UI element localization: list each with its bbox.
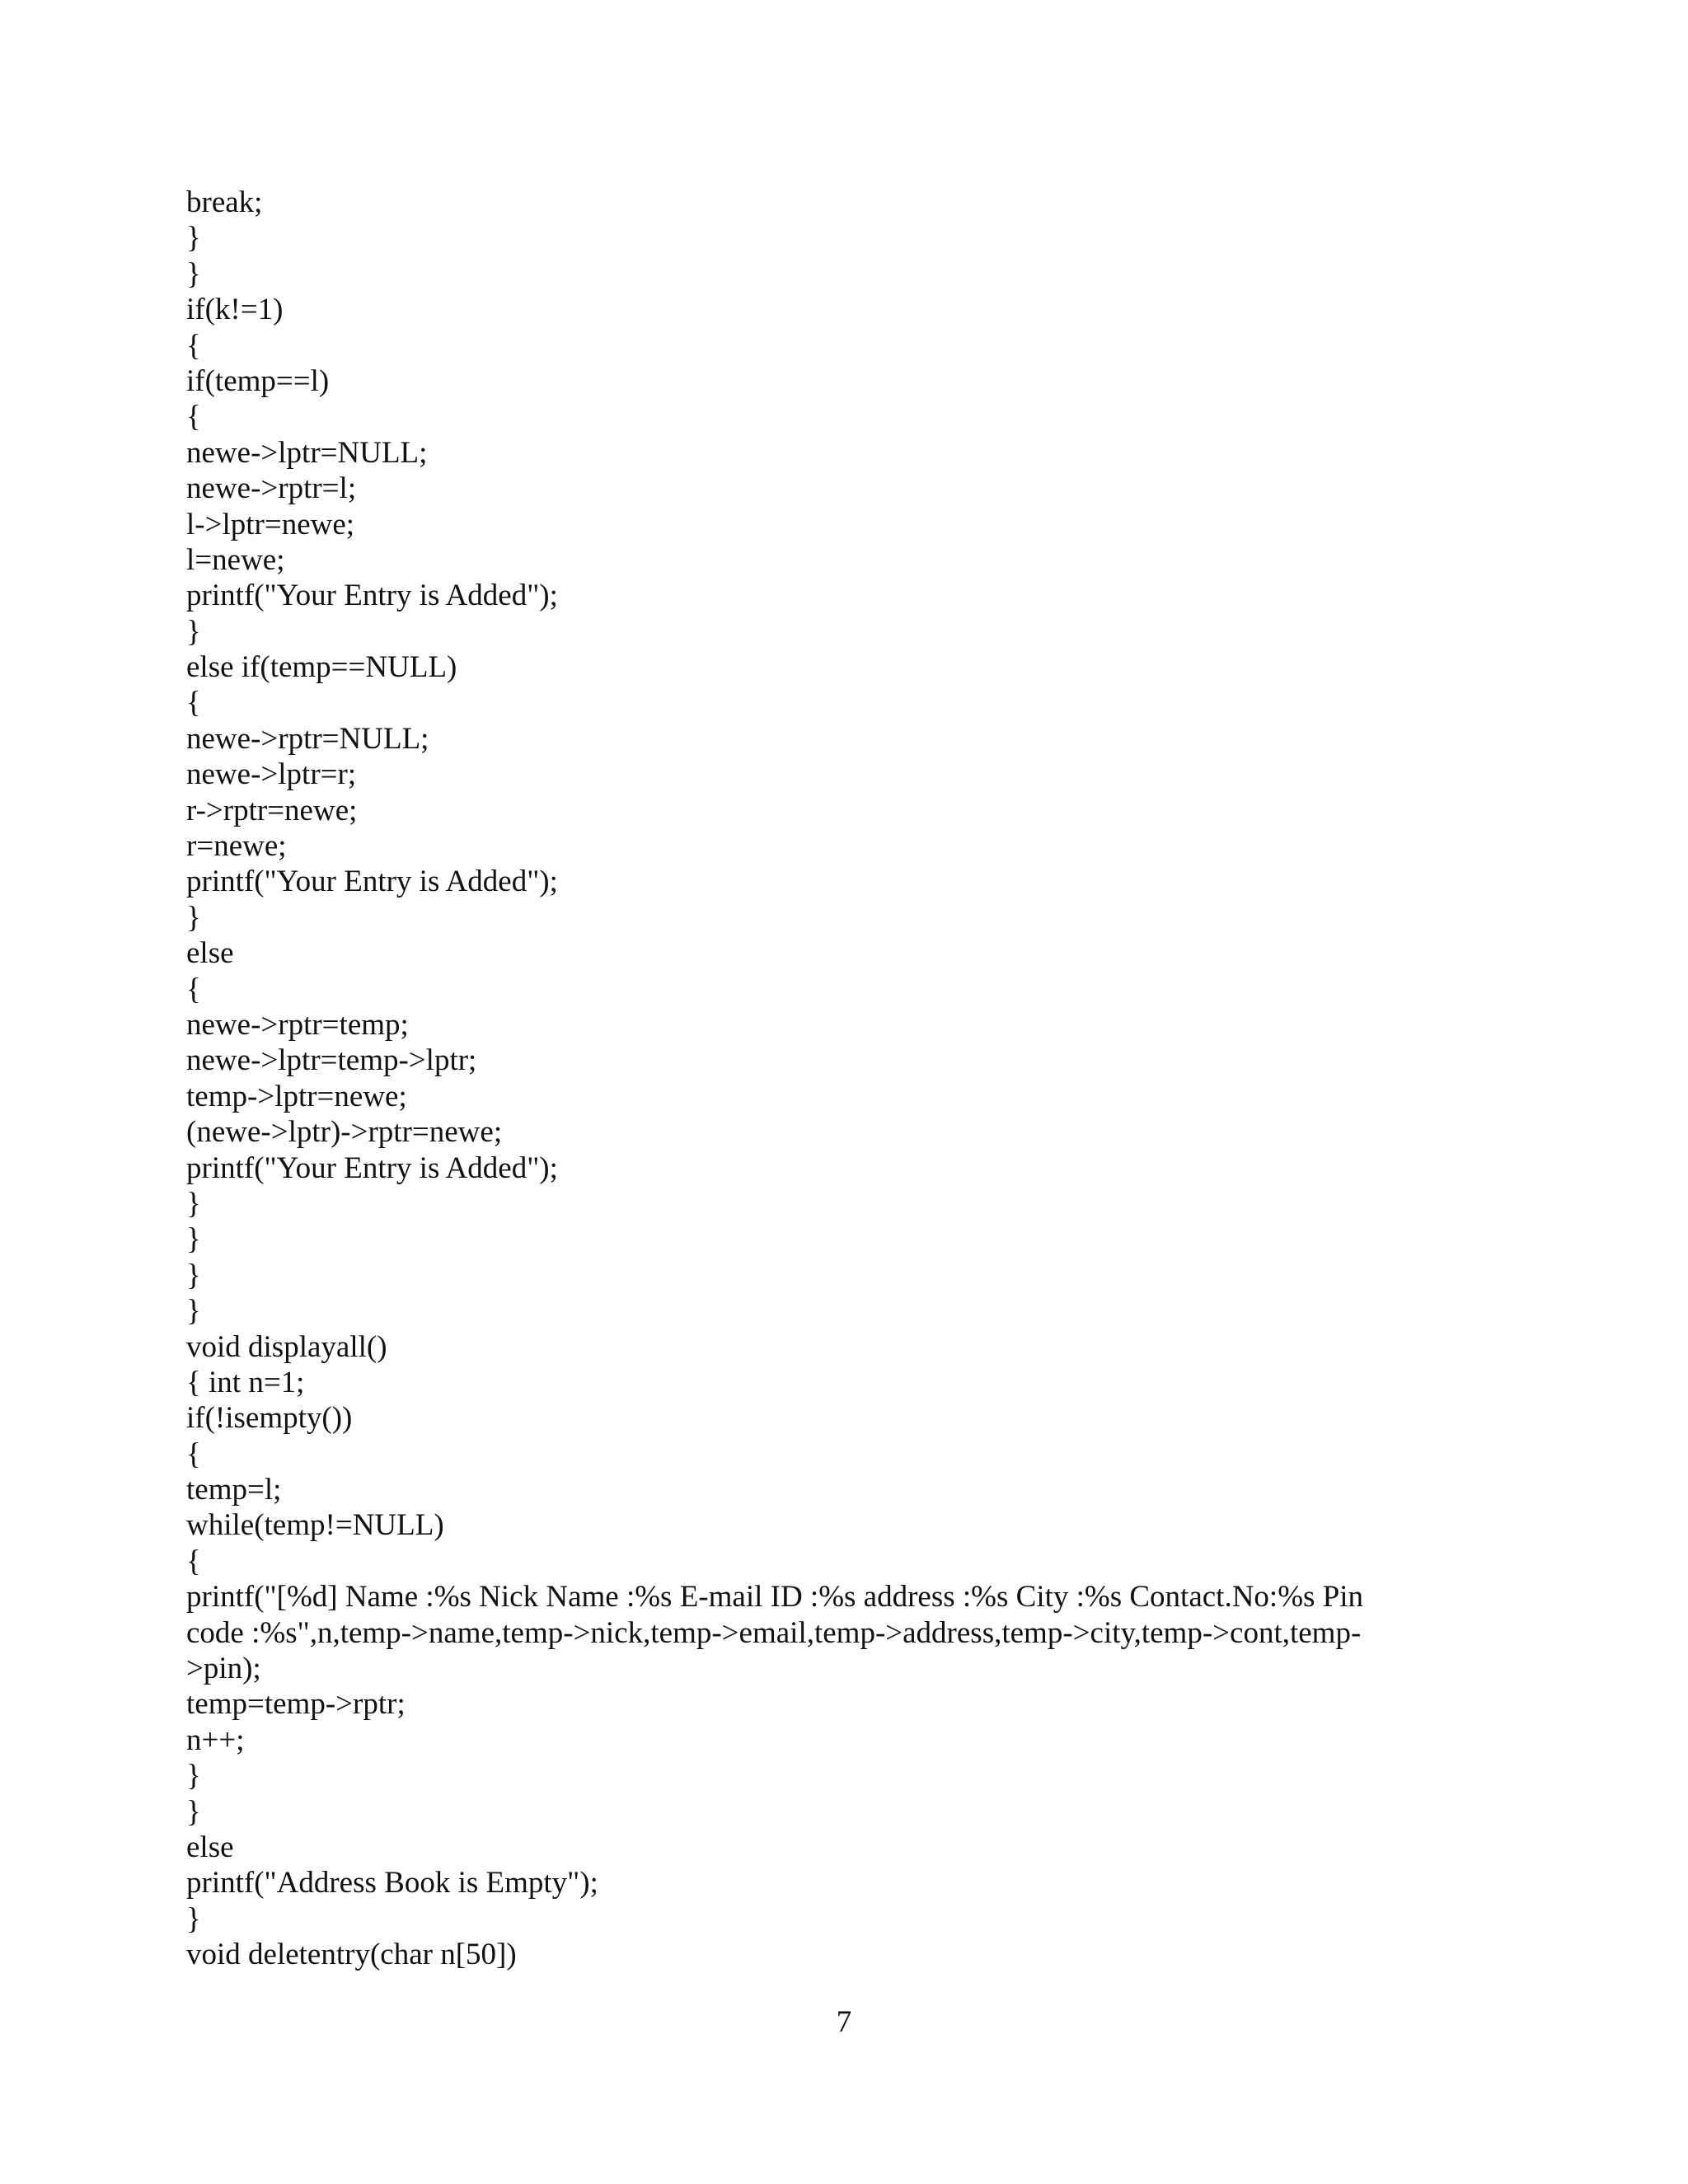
code-listing: [186, 185, 1472, 1973]
code-line: {: [186, 972, 201, 1006]
code-line: r=newe;: [186, 829, 287, 864]
code-line: }: [186, 221, 201, 255]
code-line: code :%s",n,temp->name,temp->nick,temp->email,temp->address,temp->city,temp->cont,temp-: [186, 1615, 1362, 1650]
code-line: }: [186, 1222, 201, 1257]
code-line: printf("[%d] Name :%s Nick Name :%s E-mail ID :%s address :%s City :%s Contact.No:%s Pin: [186, 1580, 1364, 1615]
code-line: r->rptr=newe;: [186, 793, 358, 827]
code-line: n++;: [186, 1722, 245, 1757]
code-line: break;: [186, 185, 263, 219]
code-line: }: [186, 1901, 201, 1936]
code-line: }: [186, 1294, 201, 1329]
code-line: newe->rptr=NULL;: [186, 721, 429, 756]
code-line: printf("Your Entry is Added");: [186, 865, 558, 899]
code-line: (newe->lptr)->rptr=newe;: [186, 1115, 503, 1150]
code-line: temp=l;: [186, 1473, 282, 1507]
code-line: if(!isempty()): [186, 1401, 353, 1436]
code-line: {: [186, 686, 201, 720]
code-line: newe->rptr=l;: [186, 471, 357, 506]
page-number: 7: [836, 2005, 852, 2039]
code-line: }: [186, 1186, 201, 1221]
code-line: else if(temp==NULL): [186, 650, 457, 685]
code-line: }: [186, 1258, 201, 1292]
code-line: printf("Your Entry is Added");: [186, 579, 558, 613]
code-line: temp->lptr=newe;: [186, 1079, 407, 1113]
code-line: void deletentry(char n[50]): [186, 1938, 517, 1972]
code-line: else: [186, 1830, 234, 1864]
code-line: }: [186, 900, 201, 935]
code-line: }: [186, 256, 201, 291]
code-line: newe->lptr=NULL;: [186, 435, 428, 470]
code-line: while(temp!=NULL): [186, 1508, 444, 1543]
code-line: if(k!=1): [186, 293, 284, 327]
code-line: }: [186, 1759, 201, 1793]
code-line: }: [186, 614, 201, 649]
code-line: void displayall(): [186, 1329, 387, 1364]
code-line: if(temp==l): [186, 363, 330, 398]
code-line: l=newe;: [186, 542, 285, 577]
code-line: {: [186, 1544, 201, 1578]
code-line: printf("Address Book is Empty");: [186, 1866, 598, 1900]
code-line: printf("Your Entry is Added");: [186, 1151, 558, 1185]
code-line: {: [186, 400, 201, 434]
code-line: newe->lptr=temp->lptr;: [186, 1043, 477, 1078]
code-line: {: [186, 1436, 201, 1471]
code-line: }: [186, 1794, 201, 1829]
code-line: newe->lptr=r;: [186, 757, 357, 792]
code-line: else: [186, 936, 234, 971]
code-line: {: [186, 328, 201, 363]
code-line: { int n=1;: [186, 1365, 305, 1399]
code-line: temp=temp->rptr;: [186, 1687, 406, 1722]
code-line: l->lptr=newe;: [186, 507, 355, 541]
code-line: newe->rptr=temp;: [186, 1007, 409, 1042]
code-line: >pin);: [186, 1652, 261, 1686]
